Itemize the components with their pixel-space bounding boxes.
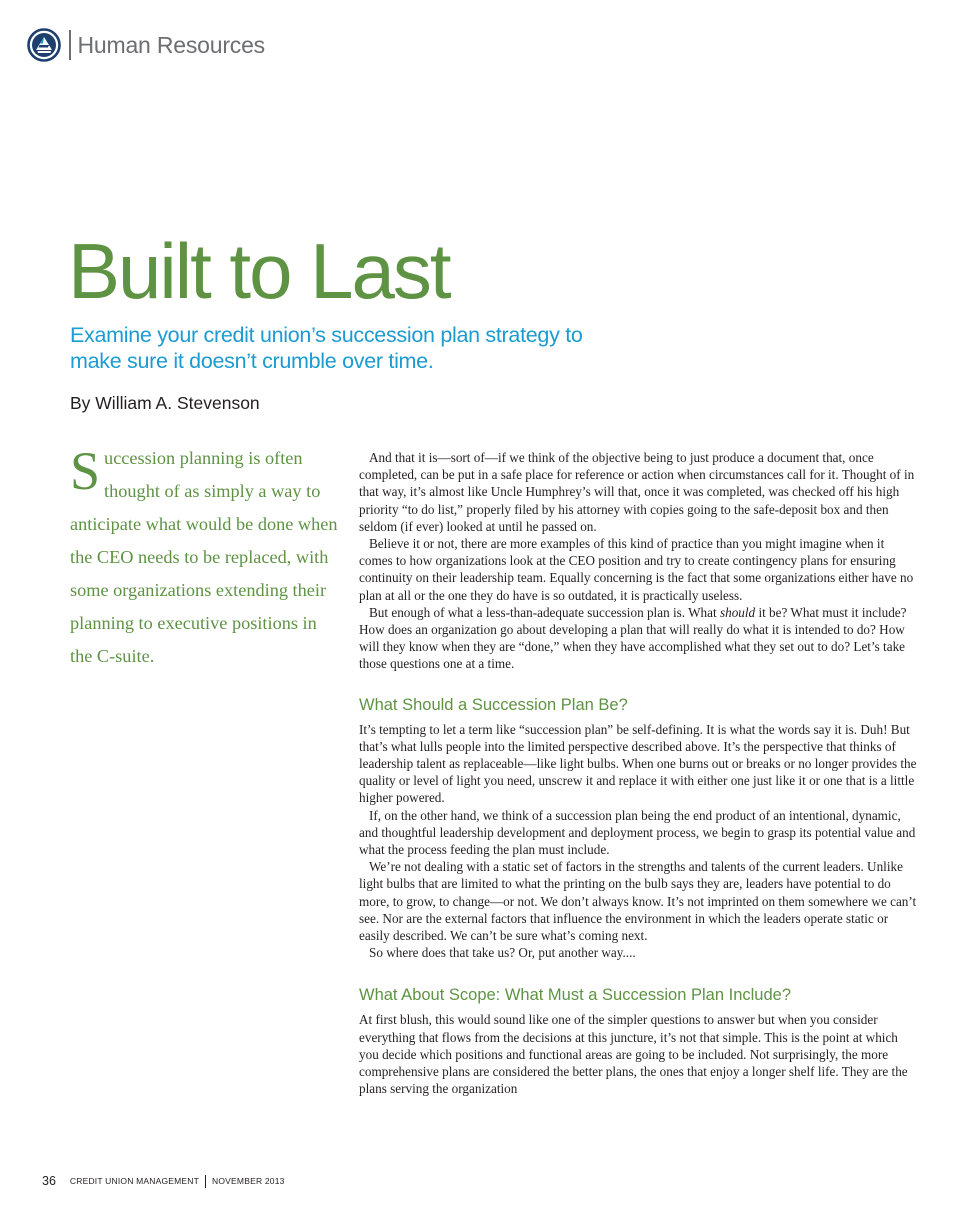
intro-paragraph-3-emphasis: should bbox=[719, 604, 756, 620]
credit-union-logo-icon bbox=[27, 28, 61, 62]
section-1-paragraph-1: It’s tempting to let a term like “succession plan” be self-defining. It is what the words say it is. Duh! But that’s what lulls people into the limited perspective described above. It’s the perspective that thinks of leadership talent as replaceable—like light bulbs. When one burns out or breaks or no longer provides the quality or level of light you need, unscrew it and replace it with either one just like it or one that is a little higher powered. bbox=[359, 721, 917, 806]
footer-divider bbox=[205, 1175, 206, 1188]
intro-paragraph-2: Believe it or not, there are more examples of this kind of practice than you might imagine when it comes to how organizations look at the CEO position and try to create contingency plans for ensuring continuity on their leadership team. Equally concerning is the fact that some organizations either have no plan at all or the one they do have is so outdated, it is practically useless. bbox=[359, 536, 914, 603]
pull-quote-text: uccession planning is often thought of as simply a way to anticipate what would be done when the CEO needs to be replaced, with some organizations extending their planning to executive positions in the C-suite. bbox=[70, 448, 338, 666]
page-number: 36 bbox=[42, 1174, 56, 1188]
section-2-paragraph-1: At first blush, this would sound like one of the simpler questions to answer but when you consider everything that flows from the decisions at this juncture, it’s not that simple. This is the point at which you decide which positions and functional areas are going to be included. Not surprisingly, the more comprehensive plans are considered the better plans, the ones that enjoy a longer shelf life. They are the plans serving the organization bbox=[359, 1012, 908, 1097]
article-body bbox=[359, 449, 919, 1098]
section-1-paragraph-3: We’re not dealing with a static set of factors in the strengths and talents of the current leaders. Unlike light bulbs that are limited to what the printing on the bulb says they are, leaders have potential to do more, to grow, to change—or not. We don’t always know. It’s not imprinted on them somewhere we can’t see. Nor are the external factors that influence the environment in which the leaders operate static or easily described. We can’t be sure what’s coming next. bbox=[359, 859, 917, 944]
drop-cap: S bbox=[70, 441, 101, 501]
section-1-paragraph-4: So where does that take us? Or, put another way.... bbox=[369, 945, 636, 961]
intro-paragraph-1: And that it is—sort of—if we think of the objective being to just produce a document that, once completed, can be put in a safe place for reference or action when circumstances call for it. Thought of in that way, it’s almost like Uncle Humphrey’s will that, once it was completed, was checked off his high priority “to do list,” properly filed by his attorney with copies going to the safe-deposit box and then seldom (if ever) looked at until he passed on. bbox=[359, 450, 915, 534]
page-header bbox=[27, 26, 265, 64]
article-byline: By William A. Stevenson bbox=[70, 393, 260, 413]
section-1-paragraph-2: If, on the other hand, we think of a succession plan being the end product of an intentional, dynamic, and thoughtful leadership development and deployment process, we begin to grasp its potential value and what the process feeding the plan must include. bbox=[359, 807, 916, 858]
intro-paragraph-3-part-b: it be? What must it include? How does an organization go about developing a plan that will really do what it is intended to do? How will they know when they are “done,” when they have accomplished what they set out to do? Let’s take those questions one at a time. bbox=[359, 604, 907, 672]
page-footer bbox=[42, 1174, 285, 1188]
publication-name: CREDIT UNION MANAGEMENT bbox=[69, 1176, 200, 1186]
intro-paragraph-3 bbox=[359, 604, 919, 673]
article-title: Built to Last bbox=[68, 227, 450, 315]
article-subtitle: Examine your credit union’s succession plan strategy to make sure it doesn’t crumble over time. bbox=[70, 323, 583, 373]
intro-paragraph-3-part-a: But enough of what a less-than-adequate succession plan is. What bbox=[369, 604, 720, 620]
section-heading-1: What Should a Succession Plan Be? bbox=[359, 695, 628, 714]
section-heading-2: What About Scope: What Must a Succession Plan Include? bbox=[359, 986, 791, 1005]
pull-quote bbox=[70, 442, 340, 673]
issue-date: NOVEMBER 2013 bbox=[212, 1176, 285, 1186]
section-name: Human Resources bbox=[77, 31, 265, 58]
header-divider bbox=[69, 30, 71, 60]
